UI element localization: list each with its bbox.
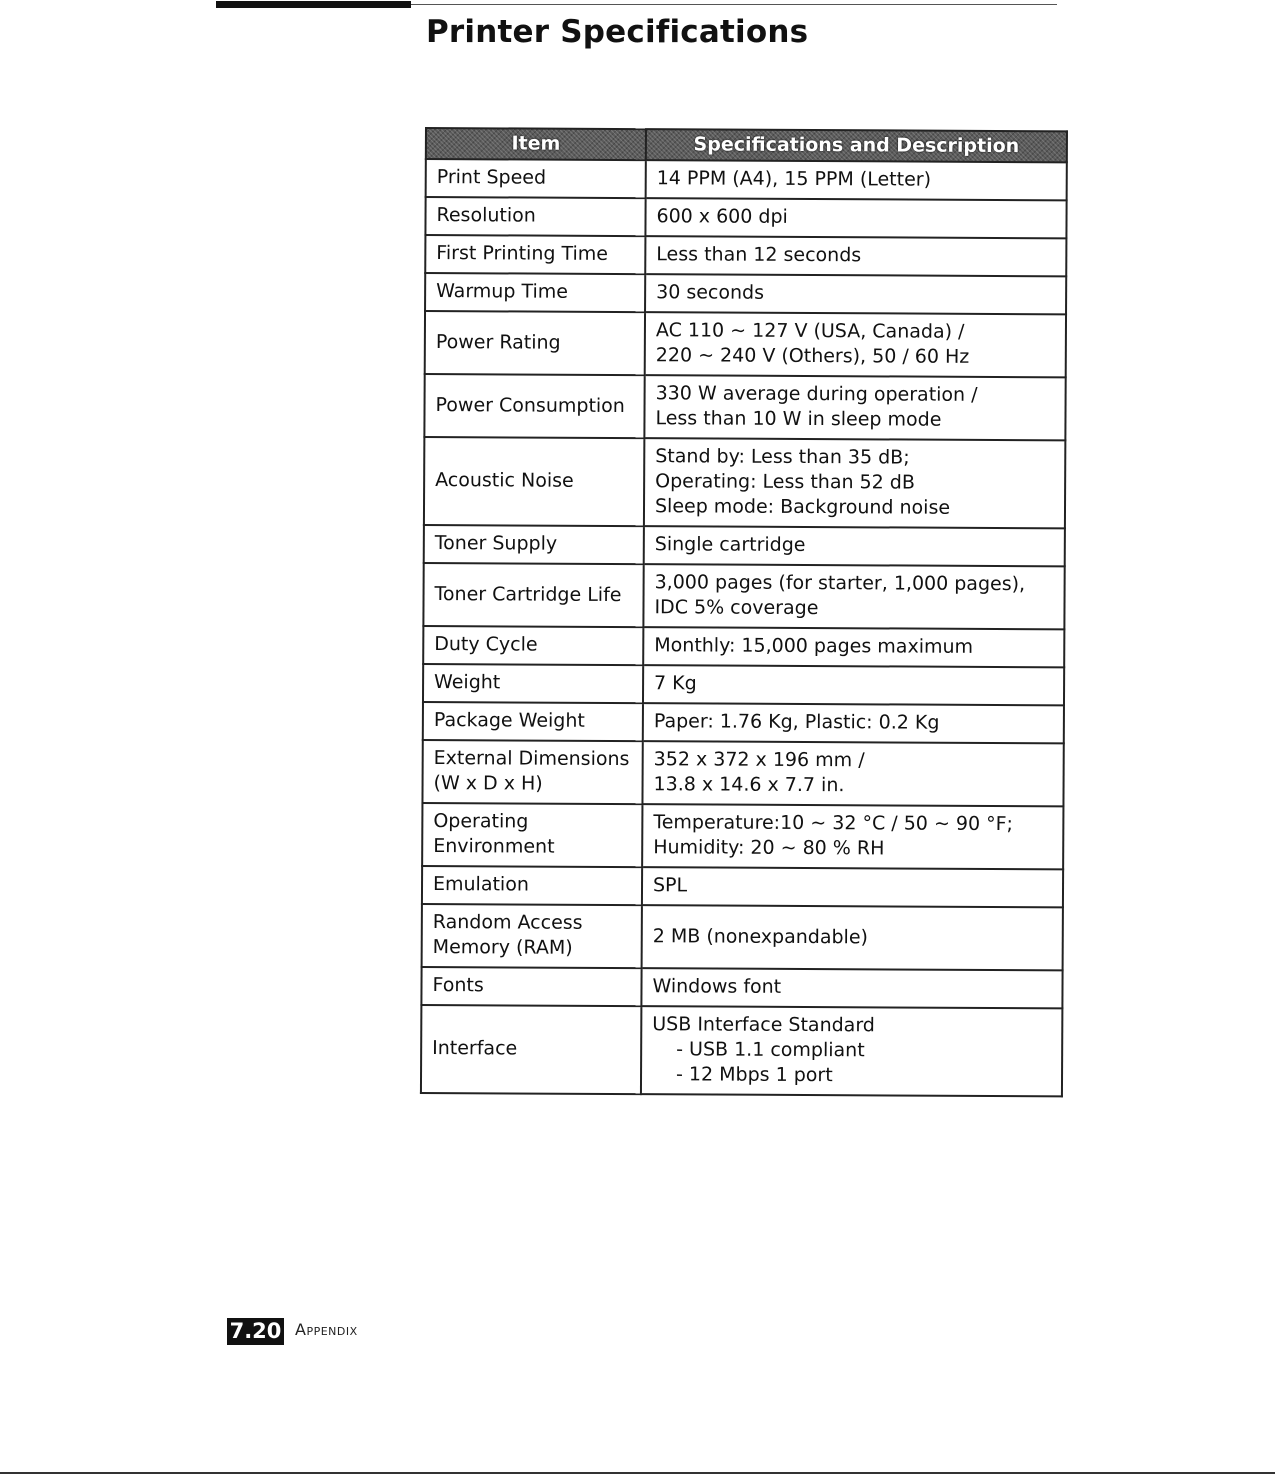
spec-description-line: AC 110 ~ 127 V (USA, Canada) / — [655, 319, 965, 343]
spec-item-label: External Dimensions (W x D x H) — [422, 740, 642, 804]
spec-description — [643, 627, 1064, 667]
spec-description-line: 14 PPM (A4), 15 PPM (Letter) — [656, 167, 932, 191]
table-row — [423, 664, 1064, 705]
table-row — [423, 626, 1064, 667]
spec-description-line: Single cartridge — [654, 533, 806, 556]
spec-item-label: Interface — [421, 1005, 641, 1094]
spec-item-label: Duty Cycle — [423, 626, 643, 665]
header-rule-thin — [411, 4, 1057, 5]
spec-description — [642, 804, 1063, 869]
spec-description-line: SPL — [652, 874, 688, 897]
spec-description-line: 7 Kg — [654, 672, 697, 695]
table-row — [426, 159, 1067, 200]
spec-item-label: Weight — [423, 664, 643, 703]
table-row — [423, 563, 1064, 629]
column-header-spec: Specifications and Description — [646, 129, 1067, 162]
spec-description-line: Less than 10 W in sleep mode — [655, 407, 942, 431]
spec-item-label: Power Rating — [425, 311, 645, 375]
spec-item-label: Fonts — [421, 967, 641, 1006]
spec-description — [642, 741, 1063, 806]
spec-item-label: Warmup Time — [425, 273, 645, 312]
spec-description-line: Paper: 1.76 Kg, Plastic: 0.2 Kg — [653, 710, 940, 734]
spec-description-line: Sleep mode: Background noise — [654, 495, 951, 519]
table-row — [421, 967, 1062, 1008]
spec-description — [644, 526, 1065, 566]
spec-description-line: Windows font — [652, 975, 782, 998]
spec-item-label: Toner Cartridge Life — [423, 563, 643, 627]
table-row — [424, 525, 1065, 566]
spec-description-line: 13.8 x 14.6 x 7.7 in. — [653, 773, 845, 797]
bottom-rule — [0, 1472, 1275, 1474]
table-row — [422, 740, 1063, 806]
spec-item-label: Random Access Memory (RAM) — [422, 904, 642, 968]
table-row — [421, 1005, 1062, 1096]
spec-description-line: Less than 12 seconds — [656, 243, 862, 267]
spec-description — [646, 160, 1067, 200]
spec-item-label: Operating Environment — [422, 803, 642, 867]
section-label: Appendix — [295, 1320, 358, 1339]
spec-item-label: Package Weight — [423, 702, 643, 741]
table-row — [422, 904, 1063, 970]
table-row — [424, 437, 1065, 528]
table-row — [422, 866, 1063, 907]
spec-item-label: Print Speed — [426, 159, 646, 198]
page-number-badge: 7.20 — [227, 1318, 284, 1345]
spec-description-line: Stand by: Less than 35 dB; — [655, 445, 910, 469]
table-body — [421, 159, 1067, 1096]
table-row — [424, 374, 1065, 440]
spec-description-line: IDC 5% coverage — [654, 596, 819, 620]
spec-description — [643, 665, 1064, 705]
spec-item-label: Acoustic Noise — [424, 437, 644, 526]
page-title: Printer Specifications — [426, 14, 809, 50]
spec-description — [645, 198, 1066, 238]
spec-description-line: Temperature:10 ~ 32 °C / 50 ~ 90 °F; — [653, 811, 1014, 836]
spec-description-line: - 12 Mbps 1 port — [675, 1063, 833, 1087]
spec-description-line: 330 W average during operation / — [655, 382, 978, 406]
spec-description — [641, 1006, 1062, 1096]
column-header-item: Item — [426, 128, 646, 160]
spec-description — [645, 312, 1066, 377]
table-row — [425, 197, 1066, 238]
spec-description-line: USB Interface Standard — [652, 1013, 875, 1037]
specifications-table — [420, 127, 1068, 1097]
spec-description — [645, 274, 1066, 314]
table-row — [422, 803, 1063, 869]
spec-item-label: Resolution — [425, 197, 645, 236]
table-row — [423, 702, 1064, 743]
spec-description-line: 352 x 372 x 196 mm / — [653, 748, 865, 772]
spec-item-label: Power Consumption — [424, 374, 644, 438]
spec-item-label: First Printing Time — [425, 235, 645, 274]
spec-description — [644, 375, 1065, 440]
spec-description-line: Operating: Less than 52 dB — [655, 470, 915, 494]
spec-description-line: Monthly: 15,000 pages maximum — [654, 634, 974, 658]
table-row — [425, 311, 1066, 377]
spec-description-line: 3,000 pages (for starter, 1,000 pages), — [654, 571, 1026, 596]
spec-description — [645, 236, 1066, 276]
spec-item-label: Emulation — [422, 866, 642, 905]
header-rule-thick — [216, 1, 411, 8]
spec-item-label: Toner Supply — [424, 525, 644, 564]
table-row — [425, 235, 1066, 276]
spec-description — [642, 867, 1063, 907]
spec-description-line: 600 x 600 dpi — [656, 205, 788, 228]
spec-description — [643, 703, 1064, 743]
spec-description-line: 220 ~ 240 V (Others), 50 / 60 Hz — [655, 344, 970, 368]
table-row — [425, 273, 1066, 314]
spec-description-line: Humidity: 20 ~ 80 % RH — [653, 836, 885, 860]
spec-description-line: 30 seconds — [656, 281, 765, 304]
spec-description — [644, 438, 1065, 528]
spec-description-line: 2 MB (nonexpandable) — [652, 924, 869, 948]
table-header-row — [426, 128, 1067, 162]
spec-description — [641, 968, 1062, 1008]
spec-description — [643, 564, 1064, 629]
spec-description — [642, 905, 1063, 970]
spec-description-line: - USB 1.1 compliant — [676, 1038, 865, 1062]
